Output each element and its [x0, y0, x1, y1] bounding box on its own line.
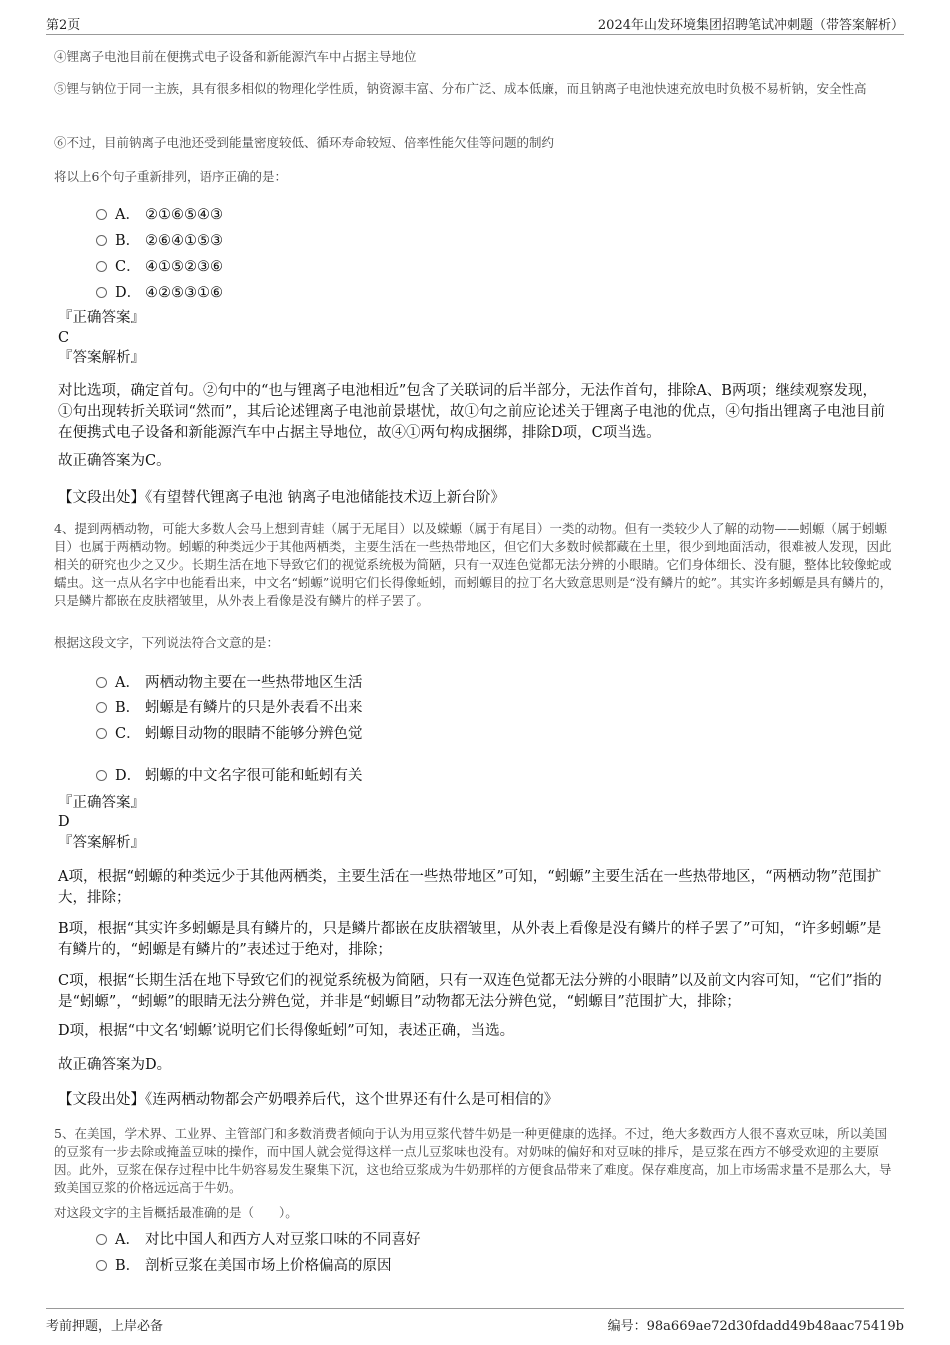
- q3-option-a[interactable]: A． ②①⑥⑤④③: [96, 203, 223, 224]
- q4-option-a[interactable]: A． 两栖动物主要在一些热带地区生活: [96, 671, 363, 692]
- q3-option-b[interactable]: B． ②⑥④①⑤③: [96, 229, 223, 250]
- q3-analysis: 对比选项，确定首句。②句中的“也与锂离子电池相近”包含了关联词的后半部分，无法作首句，排除A、B两项；继续观察发现，①句出现转折关联词“然而”，其后论述锂离子电池前景堪忧，故①句之前应论述关于锂离子电池的优点，④句指出锂离子电池目前在便携式电子设备和新能源汽车中占据主导地位，故④①两句构成捆绑，排除D项，C项当选。: [58, 383, 885, 441]
- radio-icon[interactable]: [96, 235, 107, 246]
- q3-item4: ④锂离子电池目前在便携式电子设备和新能源汽车中占据主导地位: [54, 49, 417, 64]
- q4-prompt: 根据这段文字，下列说法符合文意的是：: [54, 635, 280, 650]
- radio-icon[interactable]: [96, 677, 107, 688]
- page-header: [46, 12, 904, 35]
- q3-conclusion: 故正确答案为C。: [58, 453, 171, 469]
- q4-option-b[interactable]: B． 蚓螈是有鳞片的只是外表看不出来: [96, 696, 363, 717]
- q5-option-b[interactable]: B． 剖析豆浆在美国市场上价格偏高的原因: [96, 1254, 392, 1275]
- q3-answer-label: 『正确答案』: [58, 310, 145, 326]
- page-number: 第2页: [46, 18, 81, 33]
- q3-option-c[interactable]: C． ④①⑤②③⑥: [96, 255, 223, 276]
- q4-analysis-a: A项，根据“蚓螈的种类远少于其他两栖类，主要生活在一些热带地区”可知，“蚓螈”主要生活在一些热带地区，“两栖动物”范围扩大，排除；: [58, 869, 882, 906]
- q4-option-d[interactable]: D． 蚓螈的中文名字很可能和蚯蚓有关: [96, 764, 363, 785]
- q4-passage: 4、提到两栖动物，可能大多数人会马上想到青蛙（属于无尾目）以及蝾螈（属于有尾目）一类的动物。但有一类较少人了解的动物——蚓螈（属于蚓螈目）也属于两栖动物。蚓螈的种类远少于其他两栖类，主要生活在一些热带地区，但它们大多数时候都藏在土里，很少到地面活动，很难被人发现，因此相关的研究也少之又少。长期生活在地下导致它们的视觉系统极为简陋，只有一双连色觉都无法分辨的小眼睛。它们身体细长、没有腿，整体比较像蛇或蠕虫。这一点从名字中也能看出来，中文名“蚓螈”说明它们长得像蚯蚓，而蚓螈目的拉丁名大致意思则是“没有鳞片的蛇”。其实许多蚓螈是具有鳞片的，只是鳞片都嵌在皮肤褶皱里，从外表上看像是没有鳞片的样子罢了。: [54, 521, 893, 608]
- radio-icon[interactable]: [96, 209, 107, 220]
- radio-icon[interactable]: [96, 728, 107, 739]
- q4-answer: D: [58, 814, 70, 830]
- q4-analysis-c: C项，根据“长期生活在地下导致它们的视觉系统极为简陋，只有一双连色觉都无法分辨的小眼睛”以及前文内容可知，“它们”指的是“蚓螈”，“蚓螈”的眼睛无法分辨色觉，并非是“蚓螈目”动物都无法分辨色觉，“蚓螈目”范围扩大，排除；: [58, 973, 882, 1010]
- q4-answer-label: 『正确答案』: [58, 795, 145, 811]
- q4-conclusion: 故正确答案为D。: [58, 1057, 172, 1073]
- q3-source: 【文段出处】《有望替代锂离子电池 钠离子电池储能技术迈上新台阶》: [58, 490, 505, 506]
- q3-answer: C: [58, 330, 70, 346]
- q4-source: 【文段出处】《连两栖动物都会产奶喂养后代，这个世界还有什么是可相信的》: [58, 1092, 559, 1108]
- q5-prompt: 对这段文字的主旨概括最准确的是（ ）。: [54, 1205, 298, 1220]
- radio-icon[interactable]: [96, 287, 107, 298]
- document-title: 2024年山发环境集团招聘笔试冲刺题（带答案解析）: [597, 18, 904, 33]
- radio-icon[interactable]: [96, 1234, 107, 1245]
- q4-analysis-d: D项，根据“中文名‘蚓螈’说明它们长得像蚯蚓”可知，表述正确，当选。: [58, 1023, 515, 1039]
- radio-icon[interactable]: [96, 261, 107, 272]
- document-id: 编号：98a669ae72d30fdadd49b48aac75419b: [607, 1319, 904, 1334]
- q4-analysis-label: 『答案解析』: [58, 835, 145, 851]
- page-footer: [46, 1308, 904, 1335]
- q4-analysis-b: B项，根据“其实许多蚓螈是具有鳞片的，只是鳞片都嵌在皮肤褶皱里，从外表上看像是没有鳞片的样子罢了”可知，“许多蚓螈”是有鳞片的，“蚓螈是有鳞片的”表述过于绝对，排除；: [58, 921, 882, 958]
- q5-option-a[interactable]: A． 对比中国人和西方人对豆浆口味的不同喜好: [96, 1228, 421, 1249]
- q4-option-c[interactable]: C． 蚓螈目动物的眼睛不能够分辨色觉: [96, 722, 363, 743]
- radio-icon[interactable]: [96, 702, 107, 713]
- q3-prompt: 将以上6个句子重新排列，语序正确的是：: [54, 169, 287, 184]
- q3-option-d[interactable]: D． ④②⑤③①⑥: [96, 281, 223, 302]
- radio-icon[interactable]: [96, 1260, 107, 1271]
- radio-icon[interactable]: [96, 770, 107, 781]
- footer-slogan: 考前押题，上岸必备: [46, 1319, 164, 1334]
- q3-item5: ⑤锂与钠位于同一主族，具有很多相似的物理化学性质，钠资源丰富、分布广泛、成本低廉，而且钠离子电池快速充放电时负极不易析钠，安全性高: [54, 81, 867, 96]
- q3-analysis-label: 『答案解析』: [58, 350, 145, 366]
- q5-passage: 5、在美国，学术界、工业界、主管部门和多数消费者倾向于认为用豆浆代替牛奶是一种更健康的选择。不过，绝大多数西方人很不喜欢豆味，所以美国的豆浆有一步去除或掩盖豆味的操作，而中国人就会觉得这样一点儿豆浆味也没有。对奶味的偏好和对豆味的排斥，是豆浆在西方不够受欢迎的主要原因。此外，豆浆在保存过程中比牛奶容易发生聚集下沉，这也给豆浆成为牛奶那样的方便食品带来了难度。保存难度高，加上市场需求量不是那么大，导致美国豆浆的价格远远高于牛奶。: [54, 1126, 892, 1195]
- q3-item6: ⑥不过，目前钠离子电池还受到能量密度较低、循环寿命较短、倍率性能欠佳等问题的制约: [54, 135, 555, 150]
